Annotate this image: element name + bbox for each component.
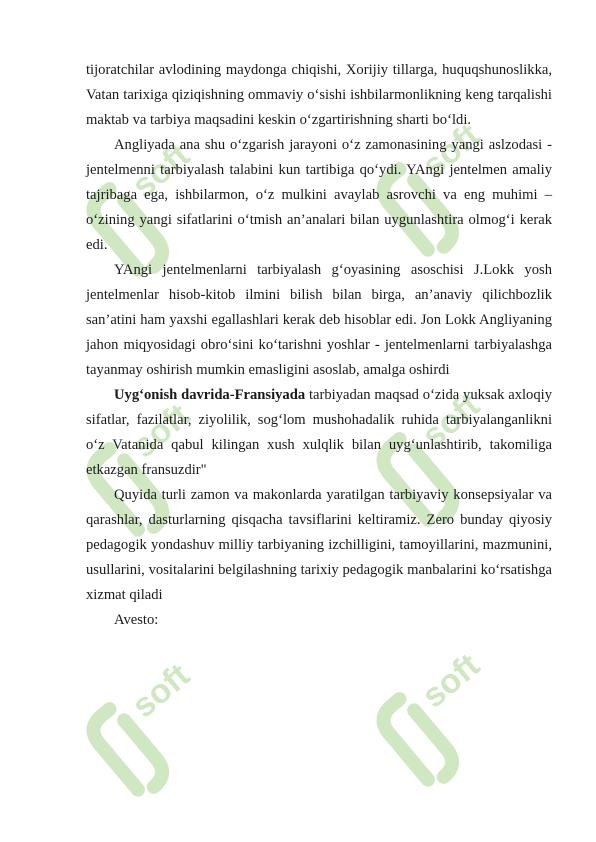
watermark-text: soft — [414, 116, 487, 186]
paragraph — [86, 258, 552, 383]
text-segment: tijoratchilar avlodining maydonga chiqishi, Xorijiy tillarga, huquqshunoslikka, Vatan tarixiga qiziqishning ommaviy o‘sishi ishbilarmonlikning keng tarqalishi maktab va tarbiya maqsadini keskin o‘zgartirishning sharti bo‘ldi. — [86, 62, 552, 128]
watermark-text: soft — [414, 386, 487, 456]
text-segment: Avesto: — [114, 612, 159, 628]
paragraph — [86, 383, 552, 483]
watermark-logo — [360, 640, 510, 790]
paragraph — [86, 483, 552, 608]
text-segment: Quyida turli zamon va makonlarda yaratilgan tarbiyaviy konsepsiyalar va qarashlar, dasturlarning qisqacha tavsiflarini keltiramiz. Zero bunday qiyosiy pedagogik yondashuv milliy tarbiyaning izchilligini, tamoyillarini, mazmunini, usullarini, vositalarini belgilashning tarixiy pedagogik manbalarini ko‘rsatishga xizmat qiladi — [86, 487, 552, 603]
paragraph — [86, 133, 552, 258]
bold-text-segment: Uyg‘onish davrida-Fransiyada — [114, 387, 306, 403]
watermark-text: soft — [414, 646, 487, 716]
watermark-text: soft — [124, 136, 197, 206]
text-segment: Angliyada ana shu o‘zgarish jarayoni o‘z zamonasining yangi aslzodasi -jentelmenni tarbiyalash talabini kun tartibiga qo‘ydi. YAngi jentelmen amaliy tajribaga ega, ishbilarmon, o‘z mulkini avaylab asrovchi va eng muhimi – o‘zining yangi sifatlarini o‘tmish an’analari bilan uygunlashtira olmog‘i kerak edi. — [86, 137, 552, 253]
document-body — [86, 58, 552, 633]
watermark-logo — [70, 650, 220, 800]
text-segment: tarbiyadan maqsad o‘zida yuksak axloqiy sifatlar, fazilatlar, ziyolilik, sog‘lom mushohadalik ruhida tarbiyalanganlikni o‘z Vatanida qabul kilingan xush xulqlik bilan uyg‘unlashtirib, takomiliga etkazgan fransuzdir" — [86, 387, 552, 478]
watermark-text: soft — [124, 396, 197, 466]
watermark-text: soft — [124, 656, 197, 726]
paragraph — [86, 608, 552, 633]
text-segment: YAngi jentelmenlarni tarbiyalash g‘oyasining asoschisi J.Lokk yosh jentelmenlar hisob-kitob ilmini bilish bilan birga, an’anaviy qilichbozlik san’atini ham yaxshi egallashlari kerak deb hisoblar edi. Jon Lokk Angliyaning jahon miqyosidagi obro‘sini ko‘tarishni yoshlar - jentelmenlarni tarbiyalashga tayanmay oshirish mumkin emasligini asoslab, amalga oshirdi — [86, 262, 552, 378]
paragraph — [86, 58, 552, 133]
